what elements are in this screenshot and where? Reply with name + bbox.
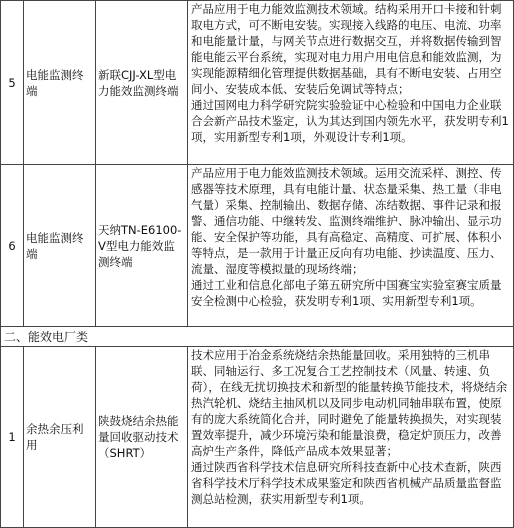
category-cell: 电能监测终端 [24, 165, 96, 327]
row-number: 1 [1, 347, 24, 528]
table-row [1, 165, 514, 327]
table-row [1, 347, 514, 528]
description-paragraph: 通过工业和信息化部电子第五研究所中国赛宝实验室赛宝质量安全检测中心检验，获发明专利1项、实用新型专利1项。 [191, 278, 502, 308]
description-paragraph: 通过陕西省科学技术信息研究所科技查新中心技术查新，陕西省科学技术厅科学技术成果鉴定和陕西省机械产品质量监督监测总站检测，获实用新型专利1项。 [191, 460, 502, 506]
category-cell: 电能监测终端 [24, 1, 96, 165]
description-cell [188, 165, 514, 327]
product-name-cell: 天纳TN-E6100-V型电力能效监测终端 [96, 165, 188, 327]
description-paragraph: 产品应用于电力能效监测技术领域。结构采用开口卡接和针刺取电方式，可不断电安装。实现接入线路的电压、电流、功率和电能量计量，与网关节点进行数据交互，并将数据传输到智能电能云平台系统，实现对电力用户用电信息和能效监测，为实现能源精细化管理提供数据基础，具有不断电安装、占用空间小、安装成本低、安装后免调试等特点； [191, 2, 502, 96]
section-header-row [1, 327, 514, 347]
description-paragraph: 技术应用于冶金系统烧结余热能量回收。采用独特的三机串联、同轴运行、多工况复合工艺控制技术（风量、转速、负荷），在线无扰切换技术和新型的能量转换节能技术，将烧结余热汽轮机、烧结主抽风机以及同步电动机同轴串联布置，使原有的庞大系统简化合并，同时避免了能量转换损失，对实现装置效率提升，减少环境污染和能量浪费，稳定炉顶压力，改善高炉生产条件，降低产品成本效果显著； [191, 348, 508, 458]
product-name-cell: 陕鼓烧结余热能量回收驱动技术（SHRT） [96, 347, 188, 528]
category-cell: 余热余压利用 [24, 347, 96, 528]
description-paragraph: 通过国网电力科学研究院实验验证中心检验和中国电力企业联合会新产品技术鉴定，认为其达到国内领先水平，获发明专利1项，实用新型专利1项，外观设计专利1项。 [191, 98, 509, 144]
row-number: 6 [1, 165, 24, 327]
description-paragraph: 产品应用于电力能效监测技术领域。运用交流采样、测控、传感器等技术原理，具有电能计量、状态量采集、热工量（非电气量）采集、控制输出、数据存储、冻结数据、事件记录和报警、通信功能、中继转发、监测终端维护、脉冲输出、显示功能、安全保护等功能，具有高稳定、高精度、可扩展、体积小等特点，是一款用于计量正反向有功电能、抄读温度、压力、流量、湿度等模拟量的现场终端； [191, 166, 502, 276]
section-title: 二、能效电厂类 [1, 327, 514, 347]
description-cell [188, 347, 514, 528]
row-number: 5 [1, 1, 24, 165]
table-row [1, 1, 514, 165]
description-cell [188, 1, 514, 165]
product-name-cell: 新联CJJ-XL型电力能效监测终端 [96, 1, 188, 165]
